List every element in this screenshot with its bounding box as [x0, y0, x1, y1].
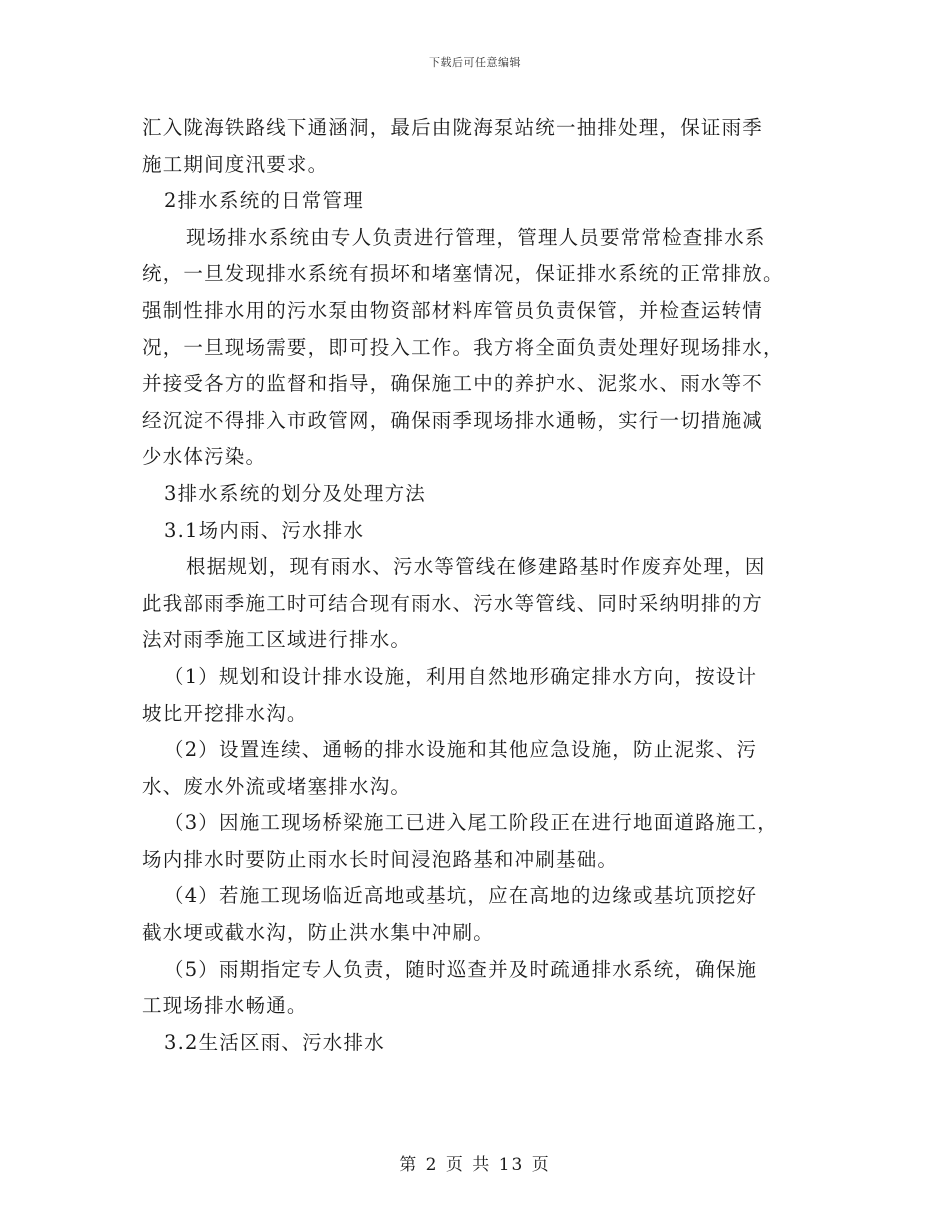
text-line: （1）规划和设计排水设施，利用自然地形确定排水方向，按设计 — [164, 664, 758, 688]
text-line: 根据规划，现有雨水、污水等管线在修建路基时作废弃处理，因 — [186, 555, 766, 579]
text-line: 现场排水系统由专人负责进行管理，管理人员要常常检查排水系 — [186, 225, 766, 249]
text-line: 经沉淀不得排入市政管网，确保雨季现场排水通畅，实行一切措施减 — [142, 408, 764, 432]
text-line: 施工期间度汛要求。 — [142, 152, 329, 176]
text-line: 截水埂或截水沟，防止洪水集中冲刷。 — [142, 921, 494, 945]
text-line: 强制性排水用的污水泵由物资部材料库管员负责保管，并检查运转情 — [142, 298, 764, 322]
text-line: 少水体污染。 — [142, 445, 267, 469]
text-line: （2）设置连续、通畅的排水设施和其他应急设施，防止泥浆、污 — [164, 738, 758, 762]
text-line: 水、废水外流或堵塞排水沟。 — [142, 774, 412, 798]
text-line: 此我部雨季施工时可结合现有雨水、污水等管线、同时采纳明排的方 — [142, 591, 764, 615]
text-line: 坡比开挖排水沟。 — [142, 701, 308, 725]
text-line: 场内排水时要防止雨水长时间浸泡路基和冲刷基础。 — [142, 847, 619, 871]
text-line: （5）雨期指定专人负责，随时巡查并及时疏通排水系统，确保施 — [164, 957, 758, 981]
text-line: 统，一旦发现排水系统有损坏和堵塞情况，保证排水系统的正常排放。 — [142, 262, 784, 286]
document-body — [142, 110, 814, 1061]
text-line: 况，一旦现场需要，即可投入工作。我方将全面负责处理好现场排水， — [142, 335, 784, 359]
text-line: 并接受各方的监督和指导，确保施工中的养护水、泥浆水、雨水等不 — [142, 372, 764, 396]
text-line: 2排水系统的日常管理 — [164, 189, 364, 213]
page-header: 下载后可任意编辑 — [429, 56, 521, 69]
text-line: 3.2生活区雨、污水排水 — [164, 1030, 385, 1054]
text-line: 3.1场内雨、污水排水 — [164, 518, 365, 542]
text-line: 汇入陇海铁路线下通涵洞，最后由陇海泵站统一抽排处理，保证雨季 — [142, 116, 764, 139]
page-number-footer: 第 2 页 共 13 页 — [399, 1155, 551, 1175]
text-line: （3）因施工现场桥梁施工已进入尾工阶段正在进行地面道路施工， — [164, 811, 778, 835]
text-line: （4）若施工现场临近高地或基坑，应在高地的边缘或基坑顶挖好 — [164, 884, 758, 908]
text-line: 工现场排水畅通。 — [142, 994, 308, 1018]
text-line: 3排水系统的划分及处理方法 — [164, 481, 427, 505]
text-line: 法对雨季施工区域进行排水。 — [142, 628, 412, 652]
